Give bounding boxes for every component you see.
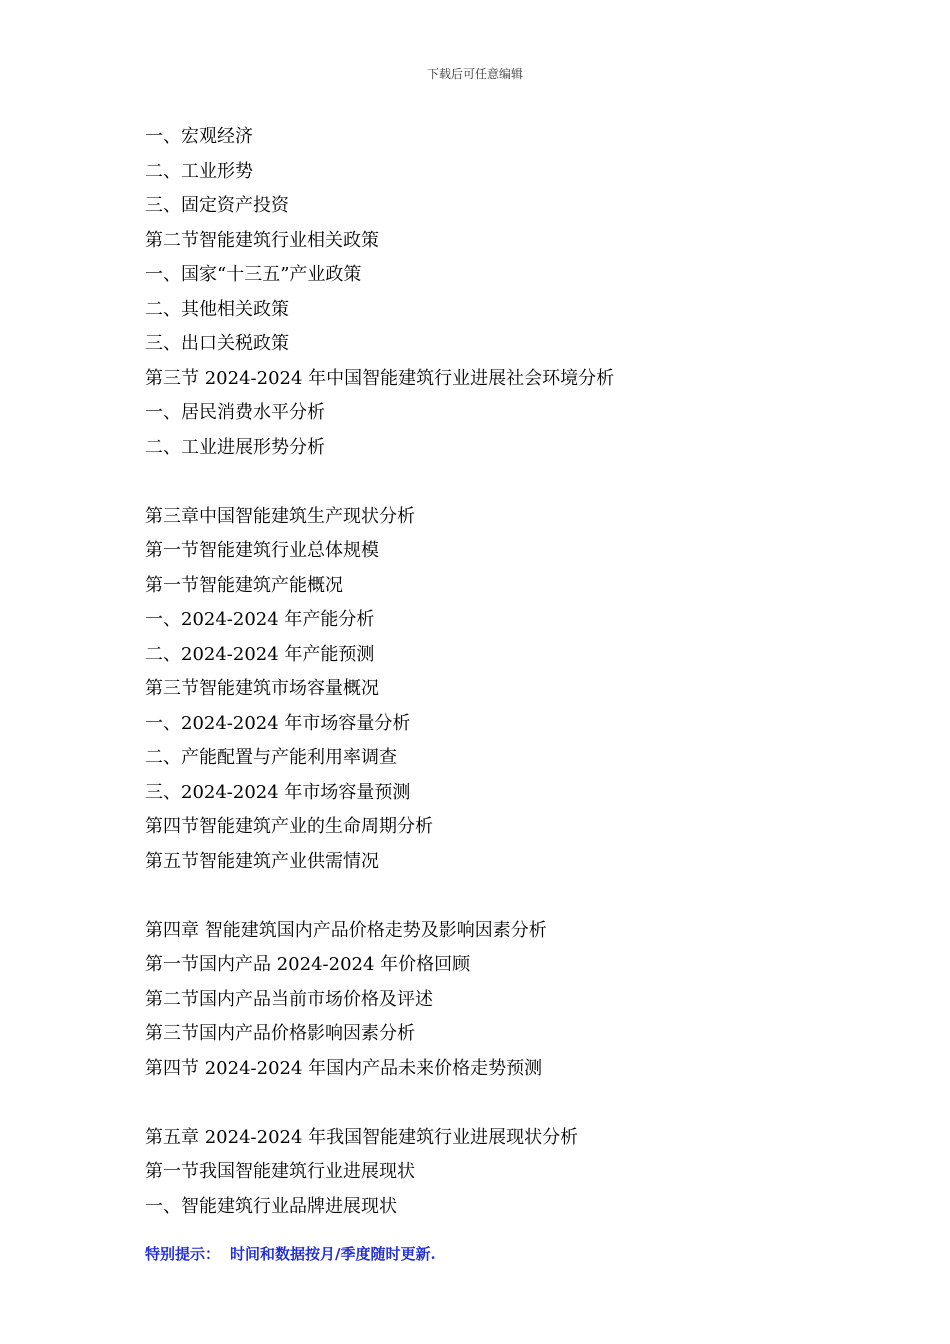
page-header-note: 下载后可任意编辑	[426, 67, 523, 81]
notice-text: 时间和数据按月/季度随时更新.	[230, 1245, 436, 1263]
toc-section-heading: 第一节我国智能建筑行业进展现状	[145, 1161, 415, 1182]
toc-section-heading: 第四节 2024-2024 年国内产品未来价格走势预测	[145, 1057, 543, 1079]
toc-item: 一、2024-2024 年产能分析	[145, 609, 375, 630]
toc-item: 二、工业形势	[145, 160, 253, 182]
toc-spacer	[145, 879, 865, 914]
toc-item: 一、国家“十三五”产业政策	[145, 264, 362, 285]
toc-section-heading: 第五节智能建筑产业供需情况	[145, 850, 379, 872]
toc-item: 二、工业进展形势分析	[145, 436, 325, 458]
toc-section-heading: 第二节智能建筑行业相关政策	[145, 229, 379, 251]
toc-item: 一、居民消费水平分析	[145, 402, 325, 423]
toc-section-heading: 第三节智能建筑市场容量概况	[145, 678, 379, 699]
toc-item: 三、出口关税政策	[145, 333, 289, 354]
toc-item: 二、产能配置与产能利用率调查	[145, 747, 397, 768]
toc-item: 二、其他相关政策	[145, 298, 289, 320]
toc-chapter-heading: 第四章 智能建筑国内产品价格走势及影响因素分析	[145, 919, 547, 941]
toc-spacer	[145, 465, 865, 500]
toc-section-heading: 第二节国内产品当前市场价格及评述	[145, 988, 433, 1010]
toc-section-heading: 第一节智能建筑产能概况	[145, 574, 343, 596]
toc-item: 二、2024-2024 年产能预测	[145, 643, 375, 665]
toc-item: 一、宏观经济	[145, 126, 253, 147]
toc-item: 三、2024-2024 年市场容量预测	[145, 781, 411, 803]
update-notice	[145, 1243, 436, 1265]
toc-item: 一、智能建筑行业品牌进展现状	[145, 1195, 397, 1217]
toc-spacer	[145, 1086, 865, 1121]
toc-section-heading: 第一节国内产品 2024-2024 年价格回顾	[145, 954, 471, 975]
toc-section-heading: 第四节智能建筑产业的生命周期分析	[145, 816, 433, 837]
toc-section-heading: 第三节 2024-2024 年中国智能建筑行业进展社会环境分析	[145, 367, 615, 389]
toc-section-heading: 第三节国内产品价格影响因素分析	[145, 1023, 415, 1044]
toc-chapter-heading: 第三章中国智能建筑生产现状分析	[145, 505, 415, 527]
toc-section-heading: 第一节智能建筑行业总体规模	[145, 540, 379, 561]
toc-item: 三、固定资产投资	[145, 195, 289, 216]
notice-label: 特别提示：	[145, 1245, 221, 1263]
table-of-contents	[145, 120, 865, 1224]
toc-item: 一、2024-2024 年市场容量分析	[145, 712, 411, 734]
toc-chapter-heading: 第五章 2024-2024 年我国智能建筑行业进展现状分析	[145, 1126, 579, 1148]
